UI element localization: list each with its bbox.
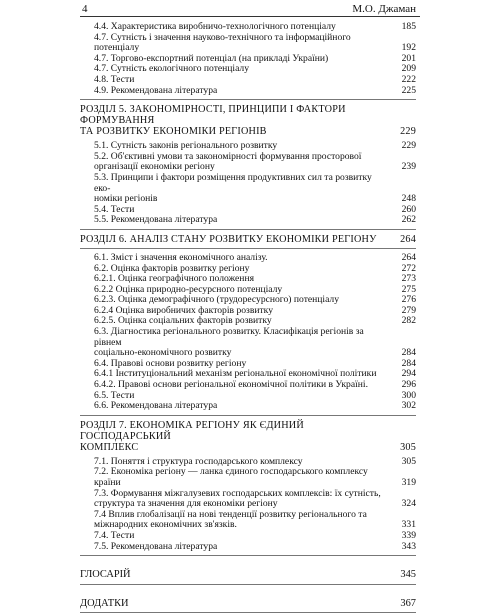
entry-title: 7.2. Економіка регіону — ланка єдиного господарського комплексу країни: [94, 466, 368, 488]
entry-page: 331: [401, 519, 416, 531]
entry-page: 222: [401, 73, 416, 85]
toc-section-7[interactable]: [80, 420, 416, 453]
toc-entry[interactable]: [80, 86, 416, 97]
page-number: 4: [82, 3, 88, 15]
table-of-contents: [80, 22, 416, 613]
entry-title: 7.4. Тести: [94, 529, 135, 541]
entry-page: 284: [401, 347, 416, 359]
entry-page: 324: [401, 498, 416, 510]
toc-section-5[interactable]: [80, 104, 416, 137]
section-page: 264: [400, 233, 416, 245]
entry-title: 7.4 Вплив глобалізації на нові тенденції розвитку регіонального та міжнародних економічних зв'язків.: [94, 508, 367, 531]
toc-appendix[interactable]: [80, 599, 416, 610]
toc-block-chapter6: [80, 253, 416, 412]
entry-title: 6.4. Правові основи розвитку регіону: [94, 357, 247, 369]
entry-title: 4.4. Характеристика виробничо-технологічного потенціалу: [94, 21, 336, 32]
entry-title: 5.5. Рекомендована література: [94, 214, 218, 226]
toc-entry[interactable]: [80, 489, 416, 510]
section-page: 229: [400, 126, 416, 138]
entry-page: 296: [401, 379, 416, 391]
running-header-author: М.О. Джаман: [352, 3, 416, 15]
entry-title: 6.5. Тести: [94, 389, 135, 401]
entry-title: 5.1. Сутність законів регіонального розвитку: [94, 140, 278, 152]
entry-title: 6.2.2 Оцінка природно-ресурсного потенціалу: [94, 283, 283, 295]
entry-title: 6.2.5. Оцінка соціальних факторів розвитку: [94, 315, 272, 327]
toc-entry[interactable]: [80, 75, 416, 86]
entry-title: 5.4. Тести: [94, 203, 135, 215]
entry-page: 282: [401, 315, 416, 327]
entry-page: 185: [401, 21, 416, 32]
entry-page: 201: [401, 52, 416, 64]
entry-page: 209: [401, 63, 416, 75]
entry-page: 248: [401, 193, 416, 205]
entry-page: 262: [401, 214, 416, 226]
entry-page: 305: [401, 455, 416, 467]
section-title: ГЛОСАРІЙ: [80, 569, 131, 581]
entry-page: 302: [401, 400, 416, 412]
toc-entry[interactable]: [80, 152, 416, 173]
toc-entry[interactable]: [80, 531, 416, 542]
section-page: 305: [400, 441, 416, 453]
entry-title: 6.2.1. Оцінка географічного положення: [94, 273, 254, 285]
entry-page: 276: [401, 294, 416, 306]
divider: [80, 99, 416, 100]
toc-entry[interactable]: [80, 253, 416, 264]
entry-title: 6.2.3. Оцінка демографічного (трудоресурсного) потенціалу: [94, 294, 340, 306]
toc-entry[interactable]: [80, 542, 416, 553]
entry-page: 319: [401, 477, 416, 488]
section-page: 345: [400, 569, 416, 581]
entry-title: 6.4.1 Інституціональний механізм регіональної економічної політики: [94, 368, 377, 380]
entry-title: 4.9. Рекомендована література: [94, 84, 218, 96]
entry-page: 192: [401, 42, 416, 54]
entry-title: 6.6. Рекомендована література: [94, 400, 218, 412]
entry-title: 7.1. Поняття і структура господарського комплексу: [94, 455, 303, 467]
toc-entry[interactable]: [80, 401, 416, 412]
entry-page: 225: [401, 84, 416, 96]
entry-page: 260: [401, 203, 416, 215]
header-rule: [80, 16, 420, 17]
entry-page: 264: [401, 251, 416, 263]
entry-page: 275: [401, 283, 416, 295]
section-title: РОЗДІЛ 7. ЕКОНОМІКА РЕГІОНУ ЯК ЄДИНИЙ ГОСПОДАРСЬКИЙ КОМПЛЕКС: [80, 419, 304, 453]
divider: [80, 229, 416, 230]
entry-page: 294: [401, 368, 416, 380]
entry-title: 6.1. Зміст і значення економічного аналізу.: [94, 251, 268, 263]
toc-entry[interactable]: [80, 510, 416, 531]
entry-page: 239: [401, 161, 416, 173]
section-title: РОЗДІЛ 6. АНАЛІЗ СТАНУ РОЗВИТКУ ЕКОНОМІКИ РЕГІОНУ: [80, 233, 377, 245]
toc-entry[interactable]: [80, 215, 416, 226]
entry-title: 4.8. Тести: [94, 73, 135, 85]
entry-title: 6.2.4 Оцінка виробничих факторів розвитку: [94, 304, 274, 316]
divider: [80, 415, 416, 416]
toc-entry[interactable]: [80, 173, 416, 205]
toc-entry[interactable]: [80, 22, 416, 33]
entry-title: 7.3. Формування міжгалузевих господарських комплексів: їх сутність, структура та значення для економіки регіону: [94, 487, 381, 510]
section-title: РОЗДІЛ 5. ЗАКОНОМІРНОСТІ, ПРИНЦИПИ І ФАКТОРИ ФОРМУВАННЯ ТА РОЗВИТКУ ЕКОНОМІКИ РЕГІОНІВ: [80, 104, 346, 138]
entry-title: 4.7. Торгово-експортний потенціал (на прикладі України): [94, 52, 329, 64]
toc-block-chapter4: [80, 22, 416, 96]
entry-title: 5.3. Принципи і фактори розміщення продуктивних сил та розвитку еко- номіки регіонів: [94, 171, 372, 205]
entry-page: 229: [401, 140, 416, 152]
entry-page: 273: [401, 273, 416, 285]
toc-entry[interactable]: [80, 467, 416, 488]
section-page: 367: [400, 597, 416, 609]
section-title: ДОДАТКИ: [80, 597, 129, 609]
toc-entry[interactable]: [80, 33, 416, 54]
toc-glossary[interactable]: [80, 570, 416, 581]
entry-page: 343: [401, 540, 416, 552]
entry-title: 6.4.2. Правові основи регіональної економічної політики в Україні.: [94, 379, 368, 391]
entry-page: 339: [401, 529, 416, 541]
entry-page: 284: [401, 357, 416, 369]
entry-title: 5.2. Об'єктивні умови та закономірності формування просторової організації економіки регіону: [94, 150, 362, 173]
entry-page: 272: [401, 262, 416, 274]
entry-page: 300: [401, 389, 416, 401]
toc-entry[interactable]: [80, 327, 416, 359]
entry-title: 4.7. Сутність екологічного потенціалу: [94, 63, 250, 75]
toc-section-6[interactable]: [80, 234, 416, 245]
entry-page: 279: [401, 304, 416, 316]
entry-title: 6.2. Оцінка факторів розвитку регіону: [94, 262, 250, 274]
toc-block-chapter5: [80, 141, 416, 226]
toc-block-chapter7: [80, 457, 416, 552]
entry-title: 7.5. Рекомендована література: [94, 540, 218, 552]
entry-title: 4.7. Сутність і значення науково-технічного та інформаційного потенціалу: [94, 31, 351, 54]
entry-title: 6.3. Діагностика регіонального розвитку. Класифікація регіонів за рівнем соціально-економічного розвитку: [94, 326, 364, 359]
